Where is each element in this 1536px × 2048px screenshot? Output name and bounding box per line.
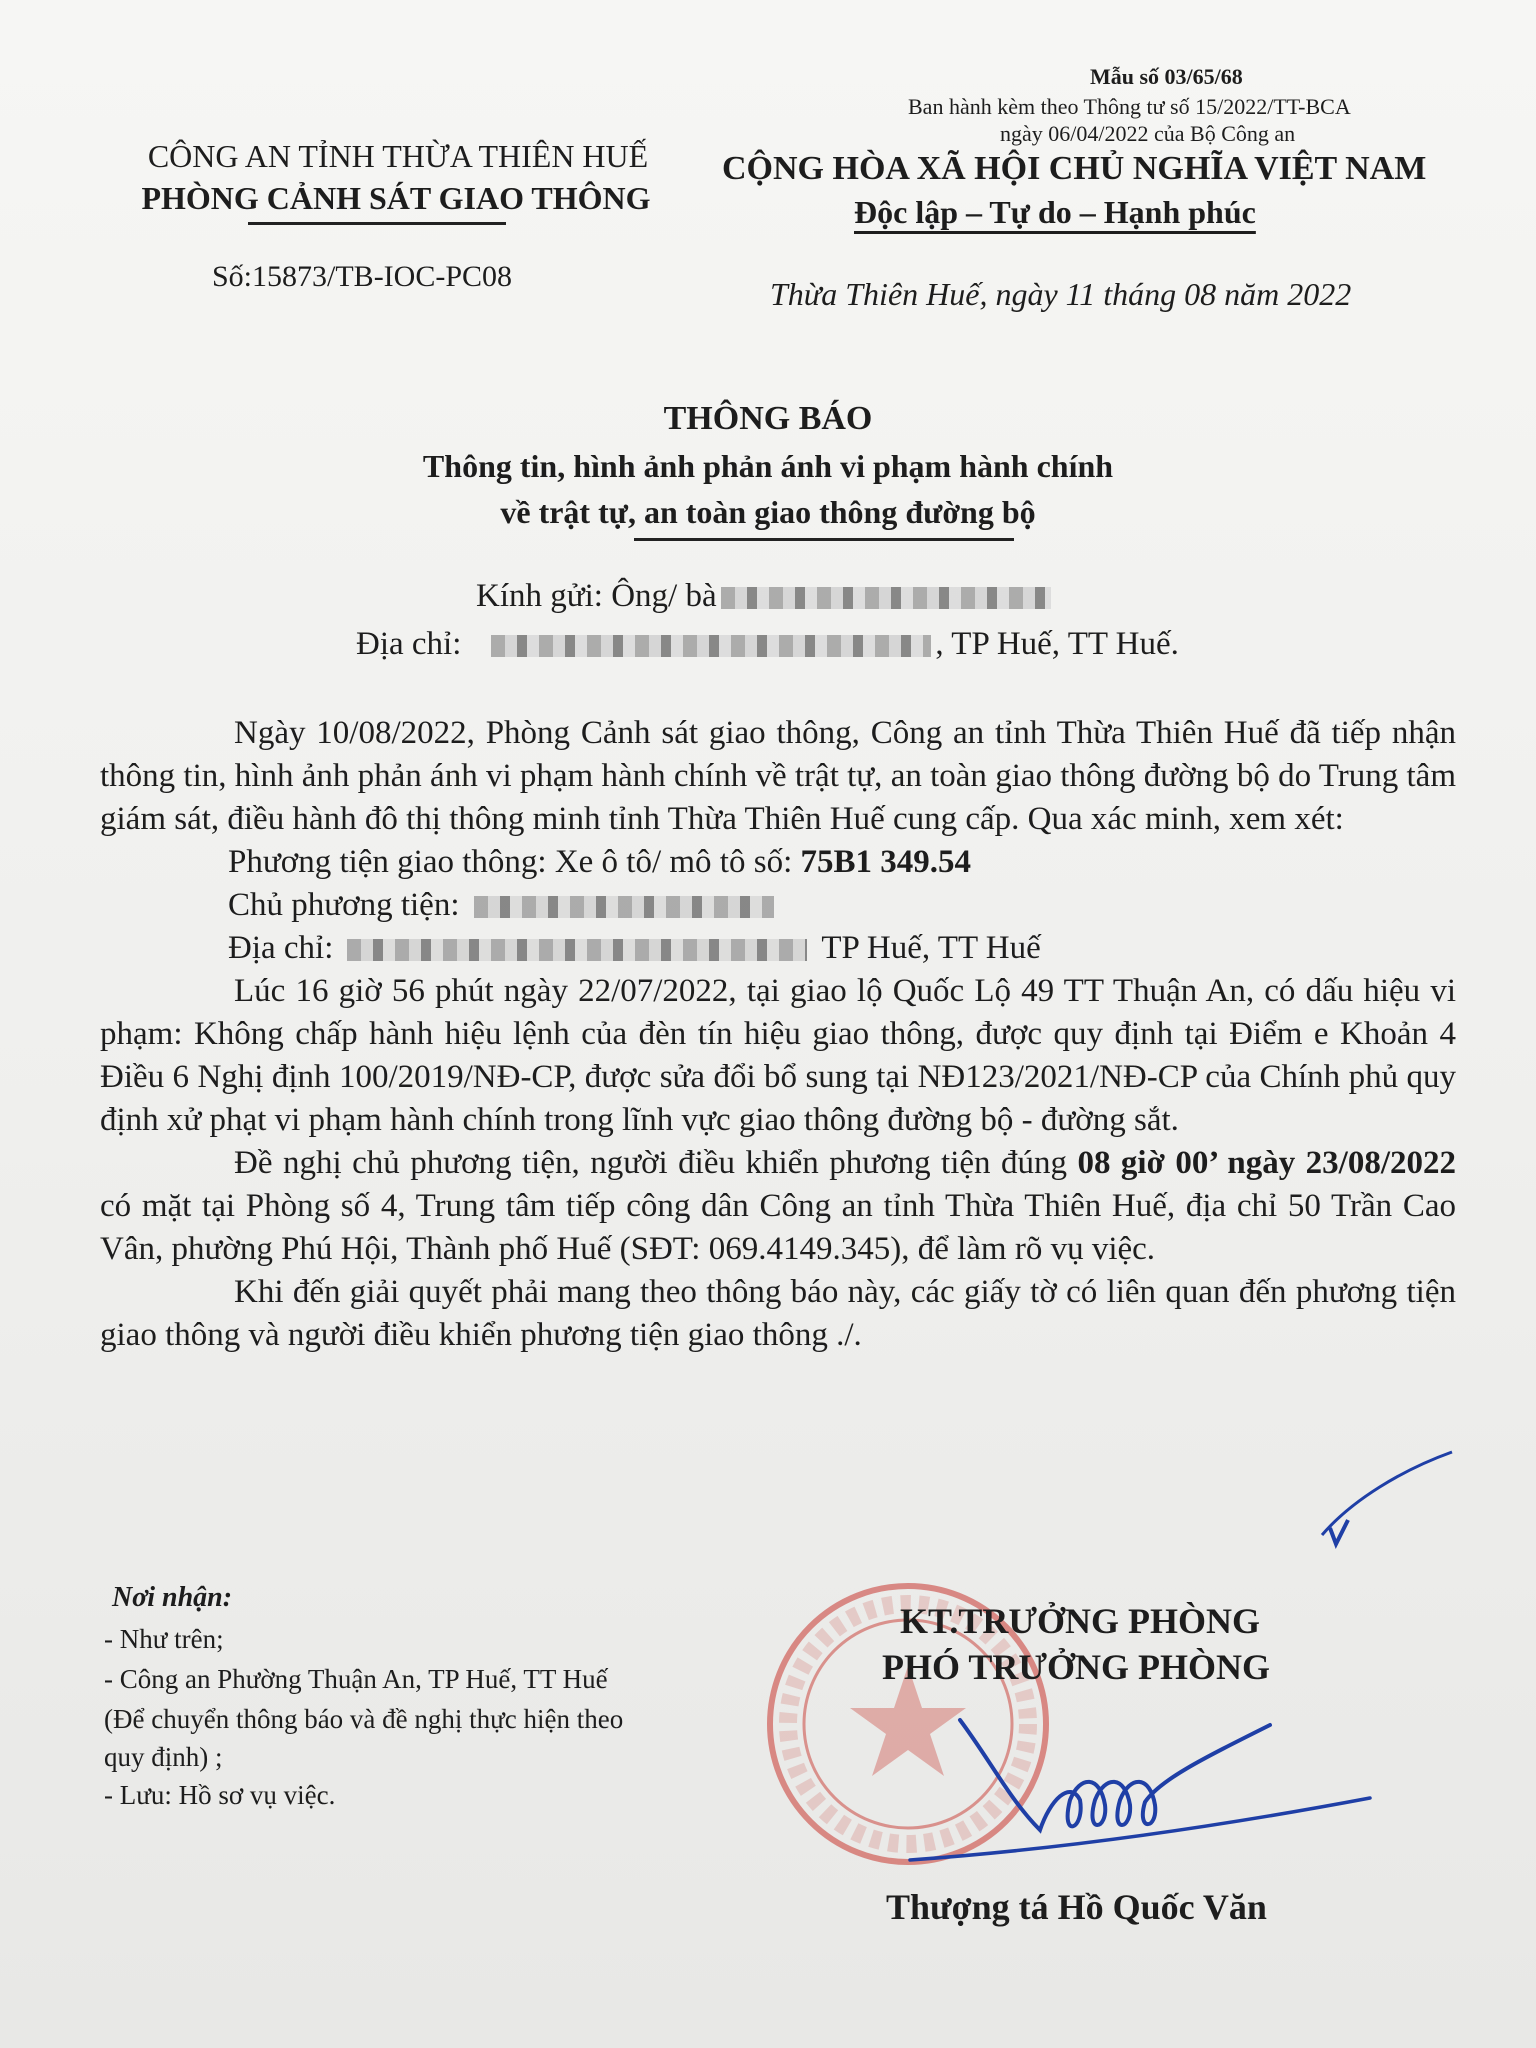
check-mark-icon — [1312, 1440, 1462, 1550]
form-number: Mẫu số 03/65/68 — [1090, 64, 1243, 89]
nation-title: CỘNG HÒA XÃ HỘI CHỦ NGHĨA VIỆT NAM — [722, 150, 1427, 187]
doc-number: Số:15873/TB-IOC-PC08 — [212, 260, 513, 293]
recipient-greeting-text: Kính gửi: Ông/ bà — [476, 578, 717, 614]
body-para-1: Ngày 10/08/2022, Phòng Cảnh sát giao thông, Công an tỉnh Thừa Thiên Huế đã tiếp nhận thông tin, hình ảnh phản ánh vi phạm hành chính về trật tự, an toàn giao thông đường bộ do Trung tâm giám sát, điều hành đô thị thông minh tỉnh Thừa Thiên Huế cung cấp. Qua xác minh, xem xét: — [100, 715, 1456, 837]
receivers-heading: Nơi nhận: — [112, 1582, 233, 1613]
recipient-greeting — [476, 578, 1055, 615]
owner-address-line — [100, 927, 1456, 970]
owner-label: Chủ phương tiện: — [228, 887, 460, 923]
receiver-item: - Công an Phường Thuận An, TP Huế, TT Huế — [104, 1664, 608, 1694]
org-underline — [248, 222, 506, 225]
owner-line — [100, 884, 1456, 927]
receiver-item: quy định) ; — [104, 1742, 223, 1772]
doc-subtitle-2: về trật tự, an toàn giao thông đường bộ — [500, 494, 1036, 530]
vehicle-plate: 75B1 349.54 — [800, 844, 972, 880]
doc-subtitle-1: Thông tin, hình ảnh phản ánh vi phạm hành chính — [422, 448, 1114, 484]
para3-text-b: có mặt tại Phòng số 4, Trung tâm tiếp công dân Công an tỉnh Thừa Thiên Huế, địa chỉ 50 Trần Cao Vân, phường Phú Hội, Thành phố Huế (SĐT: 069.4149.345), để làm rõ vụ việc. — [100, 1188, 1456, 1267]
signature-title-2: PHÓ TRƯỞNG PHÒNG — [882, 1647, 1271, 1687]
body-para-4: Khi đến giải quyết phải mang theo thông báo này, các giấy tờ có liên quan đến phương tiện giao thông và người điều khiển phương tiện giao thông ./. — [100, 1274, 1456, 1353]
owner-address-suffix: TP Huế, TT Huế — [821, 930, 1041, 966]
body-para-2: Lúc 16 giờ 56 phút ngày 22/07/2022, tại giao lộ Quốc Lộ 49 TT Thuận An, có dấu hiệu vi phạm: Không chấp hành hiệu lệnh của đèn tín hiệu giao thông, được quy định tại Điểm e Khoản 4 Điều 6 Nghị định 100/2019/NĐ-CP, được sửa đổi bổ sung tại NĐ123/2021/NĐ-CP của Chính phủ quy định xử phạt vi phạm hành chính trong lĩnh vực giao thông đường bộ - đường sắt. — [100, 973, 1456, 1138]
body-text — [100, 712, 1456, 1357]
handwritten-signature-icon — [900, 1680, 1380, 1880]
signer-name: Thượng tá Hồ Quốc Văn — [886, 1887, 1267, 1927]
receiver-item: - Như trên; — [104, 1624, 224, 1654]
org-line2: PHÒNG CẢNH SÁT GIAO THÔNG — [141, 180, 651, 216]
receiver-item: - Lưu: Hồ sơ vụ việc. — [104, 1780, 336, 1810]
redacted-owner — [474, 896, 774, 918]
date-line: Thừa Thiên Huế, ngày 11 tháng 08 năm 2022 — [770, 276, 1352, 312]
appointment-time: 08 giờ 00’ ngày 23/08/2022 — [1077, 1145, 1457, 1181]
owner-address-label: Địa chỉ: — [228, 930, 334, 966]
para3-text-a: Đề nghị chủ phương tiện, người điều khiển phương tiện đúng — [234, 1145, 1078, 1181]
vehicle-label: Phương tiện giao thông: Xe ô tô/ mô tô số: — [228, 844, 801, 880]
motto: Độc lập – Tự do – Hạnh phúc — [854, 194, 1256, 230]
doc-title: THÔNG BÁO — [663, 400, 873, 437]
vehicle-line — [100, 841, 1456, 884]
form-issued-line2: ngày 06/04/2022 của Bộ Công an — [1000, 121, 1296, 146]
recipient-address — [356, 626, 1179, 663]
redacted-name — [721, 587, 1051, 609]
redacted-address — [491, 635, 931, 657]
recipient-address-suffix: , TP Huế, TT Huế. — [935, 626, 1179, 662]
redacted-owner-address — [347, 939, 807, 961]
receiver-item: (Để chuyển thông báo và đề nghị thực hiện theo — [104, 1704, 624, 1734]
recipient-address-label: Địa chỉ: — [356, 626, 462, 662]
form-issued-line1: Ban hành kèm theo Thông tư số 15/2022/TT-BCA — [908, 94, 1351, 119]
title-underline — [634, 538, 1014, 541]
body-para-3 — [100, 1142, 1456, 1271]
signature-title-1: KT.TRƯỞNG PHÒNG — [900, 1601, 1260, 1641]
org-line1: CÔNG AN TỈNH THỪA THIÊN HUẾ — [147, 138, 649, 174]
